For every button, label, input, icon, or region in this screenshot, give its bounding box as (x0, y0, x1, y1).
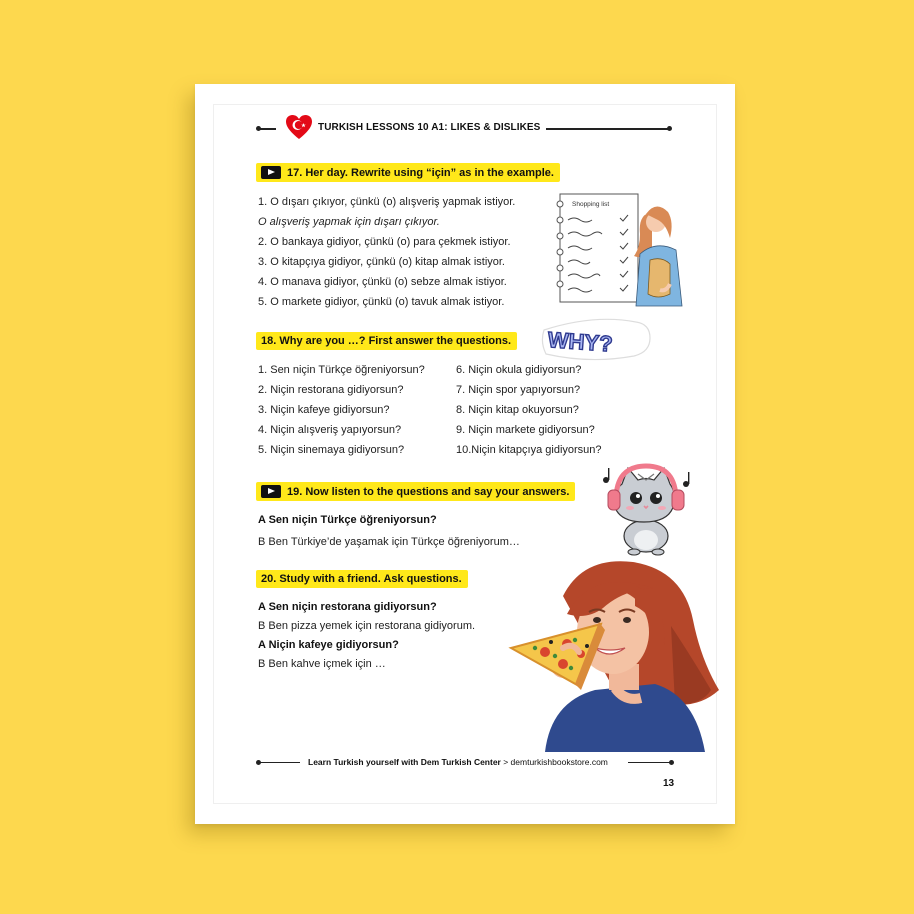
header-line-right (546, 128, 670, 130)
heart-flag-icon (285, 114, 313, 140)
play-icon[interactable] (261, 485, 281, 498)
s20-b2: B Ben kahve içmek için … (258, 658, 386, 670)
header-title: TURKISH LESSONS 10 A1: LIKES & DISLIKES (318, 122, 541, 133)
s20-a1: A Sen niçin restorana gidiyorsun? (258, 601, 437, 613)
section-20-title: 20. Study with a friend. Ask questions. (261, 573, 462, 585)
svg-text:Shopping list: Shopping list (572, 201, 610, 208)
s17-line-4: 4. O manava gidiyor, çünkü (o) sebze almak istiyor. (258, 276, 507, 288)
s18-q3: 3. Niçin kafeye gidiyorsun? (258, 404, 390, 416)
page-footer (258, 757, 678, 771)
svg-text:WHY?: WHY? (547, 327, 614, 357)
footer-line-left (258, 762, 300, 763)
s19-question: A Sen niçin Türkçe öğreniyorsun? (258, 514, 437, 526)
s20-a2: A Niçin kafeye gidiyorsun? (258, 639, 399, 651)
s17-example: O alışveriş yapmak için dışarı çıkıyor. (258, 216, 440, 228)
s19-answer: B Ben Türkiye’de yaşamak için Türkçe öğreniyorum… (258, 536, 520, 548)
section-17-heading (256, 163, 560, 182)
play-icon[interactable] (261, 166, 281, 179)
s18-q1: 1. Sen niçin Türkçe öğreniyorsun? (258, 364, 425, 376)
shopping-list-icon (552, 190, 692, 310)
section-19-heading (256, 482, 575, 501)
s18-q7: 7. Niçin spor yapıyorsun? (456, 384, 581, 396)
s18-q9: 9. Niçin markete gidiyorsun? (456, 424, 595, 436)
footer-link[interactable]: > demturkishbookstore.com (500, 757, 608, 767)
girl-eating-pizza-icon (505, 556, 720, 752)
s17-line-1: 1. O dışarı çıkıyor, çünkü (o) alışveriş yapmak istiyor. (258, 196, 516, 208)
s18-q10: 10.Niçin kitapçıya gidiyorsun? (456, 444, 602, 456)
footer-brand: Learn Turkish yourself with Dem Turkish Center (308, 757, 501, 767)
cat-headphones-icon (592, 460, 696, 556)
s18-q8: 8. Niçin kitap okuyorsun? (456, 404, 579, 416)
section-18-heading (256, 332, 517, 350)
s17-line-2: 2. O bankaya gidiyor, çünkü (o) para çekmek istiyor. (258, 236, 511, 248)
s18-q5: 5. Niçin sinemaya gidiyorsun? (258, 444, 405, 456)
s18-q2: 2. Niçin restorana gidiyorsun? (258, 384, 404, 396)
s17-line-3: 3. O kitapçıya gidiyor, çünkü (o) kitap almak istiyor. (258, 256, 505, 268)
footer-line-right (628, 762, 672, 763)
s17-line-5: 5. O markete gidiyor, çünkü (o) tavuk almak istiyor. (258, 296, 505, 308)
section-17-title: 17. Her day. Rewrite using “için” as in the example. (287, 166, 554, 179)
s18-q4: 4. Niçin alışveriş yapıyorsun? (258, 424, 402, 436)
page-number: 13 (663, 778, 675, 789)
s18-q6: 6. Niçin okula gidiyorsun? (456, 364, 582, 376)
section-18-title: 18. Why are you …? First answer the questions. (261, 335, 512, 347)
section-19-title: 19. Now listen to the questions and say your answers. (287, 485, 570, 498)
footer-text (308, 757, 608, 767)
s20-b1: B Ben pizza yemek için restorana gidiyorum. (258, 620, 476, 632)
section-20-heading (256, 570, 468, 588)
why-sticker-icon (540, 316, 654, 362)
header-line-left (258, 128, 276, 130)
